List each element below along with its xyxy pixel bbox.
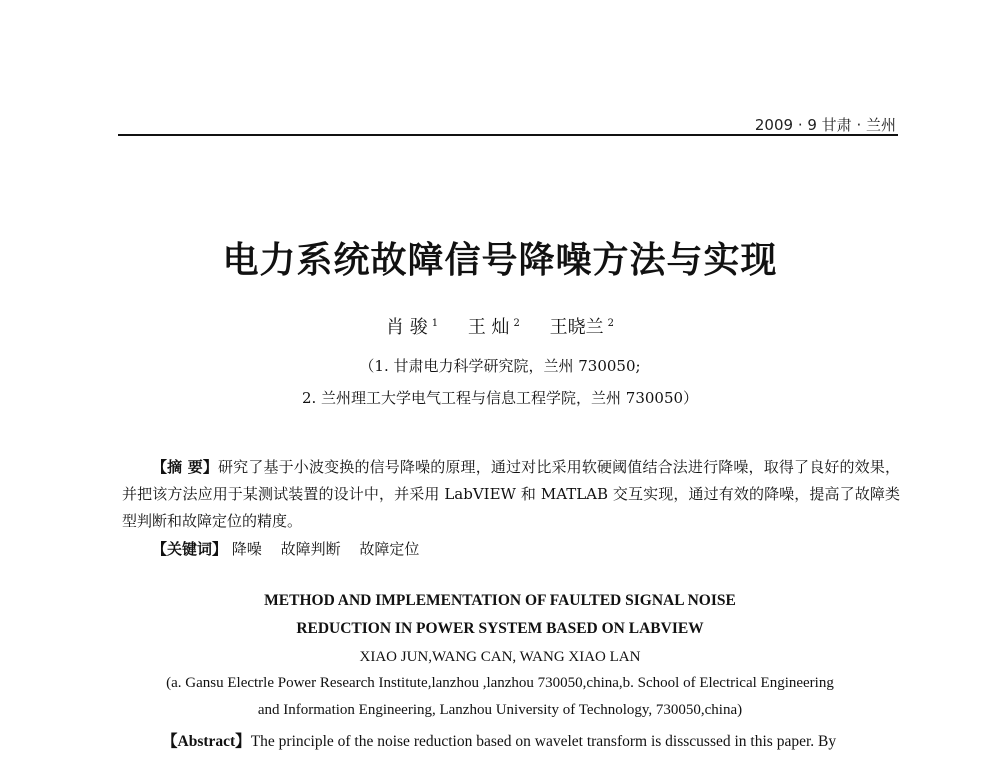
author: 肖 骏 $^1$ [385,317,439,338]
abstract-label: 【摘 要】 [152,458,219,476]
keyword: 故障判断 [280,540,341,558]
author: 王 灿 $^2$ [467,317,520,338]
english-affiliation-line-2: and Information Engineering, Lanzhou University of Technology, 730050,china) [257,702,743,718]
header-rule [118,134,898,136]
english-abstract-label: 【Abstract】 [162,733,251,750]
keywords-label: 【关键词】 [152,540,228,558]
author-list [0,313,1000,339]
english-title-line-2: REDUCTION IN POWER SYSTEM BASED ON LABVIEW [296,620,704,637]
paper-title: 电力系统故障信号降噪方法与实现 [222,239,778,281]
abstract-text: 研究了基于小波变换的信号降噪的原理，通过对比采用软硬阈值结合法进行降噪，取得了良好的效果，并把该方法应用于某测试装置的设计中，并采用 LabVIEW 和 MATLAB 交互实现，通过有效的降噪，提高了故障类型判断和故障定位的精度。 [122,458,900,530]
english-affiliation-line-1: (a. Gansu Electrle Power Research Institute,lanzhou ,lanzhou 730050,china,b. School of Electrical Engineering [166,675,834,691]
english-abstract-text: The principle of the noise reduction based on wavelet transform is disscussed in this paper. By [250,733,837,750]
abstract-chinese [122,454,900,535]
affiliation-line-1: （1. 甘肃电力科学研究院，兰州 730050; [359,357,641,375]
english-abstract [162,729,902,751]
header-date-location: 2009 · 9 甘肃 · 兰州 [754,116,896,134]
english-authors: XIAO JUN,WANG CAN, WANG XIAO LAN [359,649,641,665]
keyword: 故障定位 [359,540,420,558]
affiliation-line-2: 2. 兰州理工大学电气工程与信息工程学院，兰州 730050） [301,389,699,407]
keyword: 降噪 [231,540,262,558]
running-header [118,112,898,136]
keywords [152,538,433,559]
author: 王晓兰 $^2$ [549,317,615,338]
english-title-line-1: METHOD AND IMPLEMENTATION OF FAULTED SIGNAL NOISE [264,592,736,609]
